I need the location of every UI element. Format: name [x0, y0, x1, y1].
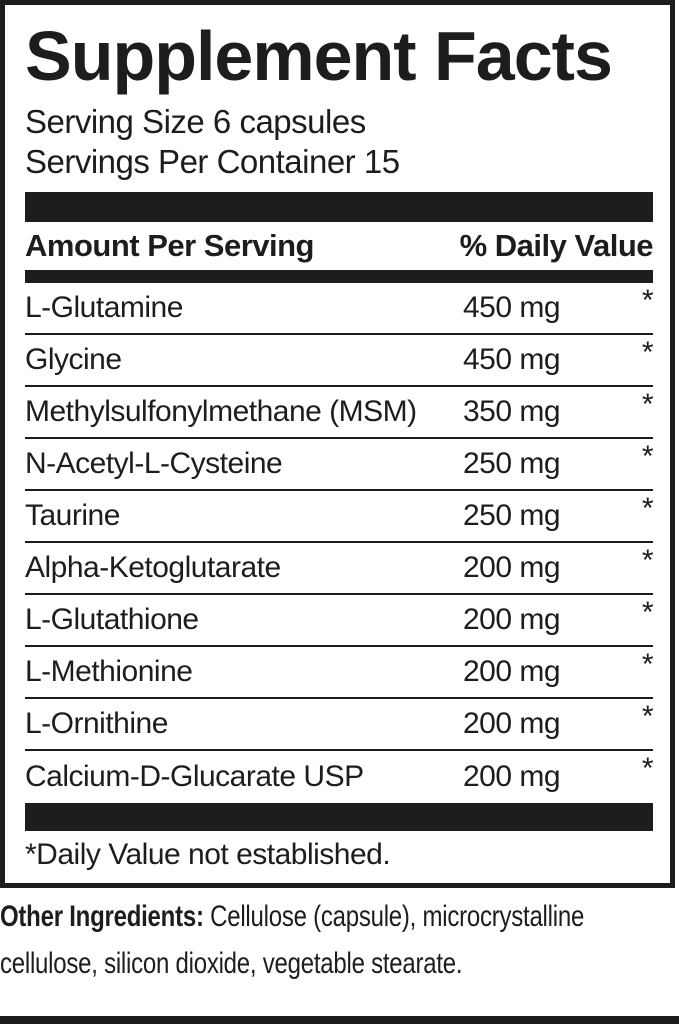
ingredient-daily-value: *: [641, 336, 653, 369]
panel-title: Supplement Facts: [25, 17, 612, 95]
ingredient-daily-value: *: [641, 648, 653, 681]
ingredient-name: L-Ornithine: [25, 707, 168, 740]
serving-size: Serving Size 6 capsules: [25, 103, 366, 140]
table-row: [25, 491, 653, 543]
ingredient-name: Methylsulfonylmethane (MSM): [25, 395, 417, 428]
ingredient-name: N-Acetyl-L-Cysteine: [25, 447, 283, 480]
divider-bar-bottom: [25, 803, 653, 831]
daily-value-footnote: *Daily Value not established.: [25, 838, 391, 871]
table-row: [25, 751, 653, 803]
ingredient-table: [25, 283, 653, 803]
table-row: [25, 387, 653, 439]
ingredient-name: Glycine: [25, 343, 122, 376]
ingredient-name: Taurine: [25, 499, 120, 532]
servings-per-container: Servings Per Container 15: [25, 143, 400, 180]
other-ingredients-label: Other Ingredients:: [0, 900, 204, 933]
ingredient-amount: 200 mg: [463, 707, 561, 740]
divider-bar-top: [25, 192, 653, 222]
next-panel-partial-rule: [0, 1016, 679, 1024]
ingredient-amount: 200 mg: [463, 655, 561, 688]
ingredient-daily-value: *: [641, 440, 653, 473]
ingredient-name: Alpha-Ketoglutarate: [25, 551, 281, 584]
ingredient-name: L-Methionine: [25, 655, 193, 688]
ingredient-amount: 250 mg: [463, 499, 561, 532]
ingredient-daily-value: *: [641, 284, 653, 317]
other-ingredients-paragraph: [0, 893, 679, 987]
ingredient-daily-value: *: [641, 544, 653, 577]
amount-per-serving-label: Amount Per Serving: [25, 228, 314, 263]
ingredient-amount: 200 mg: [463, 603, 561, 636]
ingredient-amount: 250 mg: [463, 447, 561, 480]
table-row: [25, 647, 653, 699]
serving-info: [25, 102, 653, 182]
divider-bar-header: [25, 270, 653, 283]
ingredient-daily-value: *: [641, 700, 653, 733]
daily-value-label: % Daily Value: [459, 228, 653, 263]
ingredient-amount: 200 mg: [463, 760, 561, 793]
table-row: [25, 595, 653, 647]
ingredient-name: Calcium-D-Glucarate USP: [25, 760, 364, 793]
ingredient-daily-value: *: [641, 752, 653, 785]
table-row: [25, 439, 653, 491]
ingredient-amount: 200 mg: [463, 551, 561, 584]
ingredient-daily-value: *: [641, 388, 653, 421]
ingredient-amount: 450 mg: [463, 343, 561, 376]
table-row: [25, 283, 653, 335]
table-row: [25, 699, 653, 751]
ingredient-name: L-Glutamine: [25, 291, 183, 324]
ingredient-name: L-Glutathione: [25, 603, 199, 636]
ingredient-daily-value: *: [641, 596, 653, 629]
column-header-row: [25, 222, 653, 270]
table-row: [25, 543, 653, 595]
ingredient-daily-value: *: [641, 492, 653, 525]
table-row: [25, 335, 653, 387]
ingredient-amount: 450 mg: [463, 291, 561, 324]
ingredient-amount: 350 mg: [463, 395, 561, 428]
other-ingredients-text: Cellulose (capsule), microcrystalline cellulose, silicon dioxide, vegetable stearate.: [0, 900, 585, 980]
